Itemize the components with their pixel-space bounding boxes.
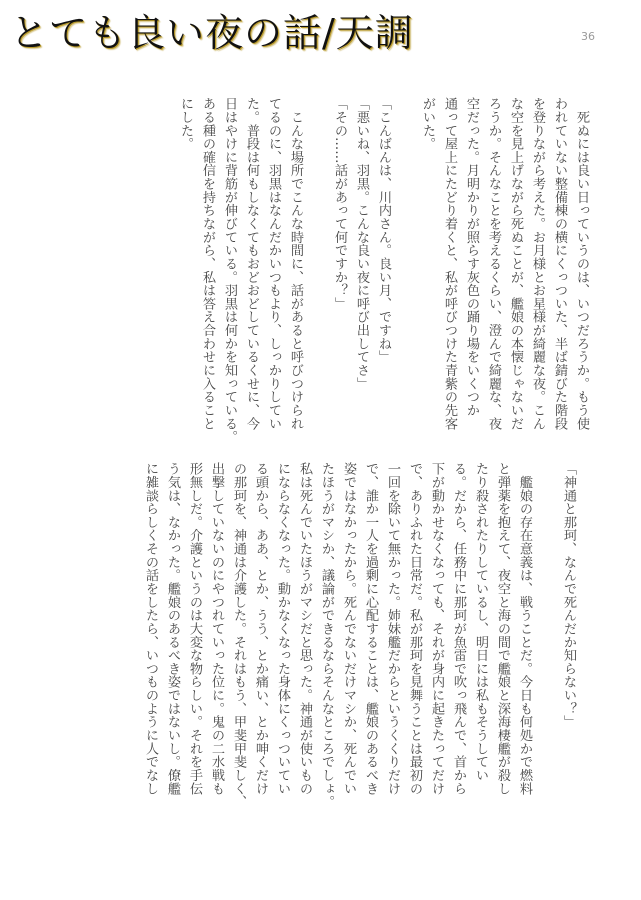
text-line: にした。 [178,97,193,151]
text-line: 艦娘の存在意義は、戦うことだ。今日も何処かで燃料 [517,462,532,795]
text-line: たり殺されたりしているし、明日には私もそうしてい [473,462,488,782]
text-line: たほうがマシか、議論ができるならそんなところでしょ。 [319,462,334,809]
text-line: 下が動かせなくなっても、それが身内に起きたってだけ [429,462,444,795]
text-line: に雑談らしくその話をしたら、いつものように人でなし [143,462,158,795]
upper-text-block [174,97,592,447]
text-line [394,97,416,447]
text-line: る。だから、任務中に那珂が魚雷で吹っ飛んで、首から [451,462,466,795]
text-line: と弾薬を抱えて、夜空と海の間で艦娘と深海棲艦が殺し [495,462,510,795]
text-line: た。普段は何もしなくてもおどおどしているくせに、今 [244,97,259,430]
text-line: われていない整備棟の横にくっついた、半ば錆びた階段 [552,97,567,430]
lower-text-block [139,462,579,812]
text-line [306,97,328,447]
text-line: で、誰か一人を過剰に心配することは、艦娘のあるべき [363,462,378,795]
text-line: 通って屋上にたどり着くと、私が呼びつけた青紫の先客 [442,97,457,430]
text-line [535,462,557,812]
text-line: 出撃していないのにやつれていった位に。鬼の二水戦も [209,462,224,795]
text-line: 空だった。月明かりが照らす灰色の踊り場をいくつか [464,97,479,417]
text-line: 「神通と那珂、なんで死んだか知らない？」 [561,462,576,729]
page-number: 36 [581,30,595,43]
text-line: こんな場所でこんな時間に、話があると呼びつけられ [288,97,303,430]
text-line: てるのに、羽黒はなんだかいつもより、しっかりしてい [266,97,281,430]
text-line: 一回を除いて無かった。姉妹艦だからというくくりだけ [385,462,400,795]
text-line: 「悪いね、羽黒。こんな良い夜に呼び出してさ」 [354,97,369,391]
text-line: を登りながら考えた。お月様とお星様が綺麗な夜。こん [530,97,545,430]
text-line: ある種の確信を持ちながら、私は答え合わせに入ること [200,97,215,430]
text-line: にならなくなった。動かなくなった身体にくっついてい [275,462,290,795]
text-line: 「こんばんは、川内さん。良い月、ですね」 [376,97,391,364]
text-line: 姿ではなかったから。死んでないだけマシか、死んでい [341,462,356,795]
text-line: がいた。 [420,97,435,151]
text-line: 私は死んでいたほうがマシだと思った。神通が使いもの [297,462,312,795]
text-line: 死ぬには良い日っていうのは、いつだろうか。もう使 [574,97,589,430]
page-title: とても良い夜の話/天調 [10,11,414,55]
text-line: う気は、なかった。艦娘のあるべき姿ではないし。僚艦 [165,462,180,795]
text-line: の那珂を、神通は介護した。それはもう、甲斐甲斐しく、 [231,462,246,809]
text-line: 「その……話があって何ですか？」 [332,97,347,311]
text-line: る頭から、ああ、とか、うう、とか痛い、とか呻くだけ [253,462,268,795]
text-line: で、ありふれた日常だ。私が那珂を見舞うことは最初の [407,462,422,795]
text-line: な空を見上げながら死ぬことが、艦娘の本懐じゃないだ [508,97,523,430]
text-line: ろうか。そんなことを考えるくらい、澄んで綺麗な、夜 [486,97,501,430]
text-line: 日はやけに背筋が伸びている。羽黒は何かを知っている。 [222,97,237,444]
text-line: 形無しだ。介護というのは大変な物らしい。それを手伝 [187,462,202,795]
